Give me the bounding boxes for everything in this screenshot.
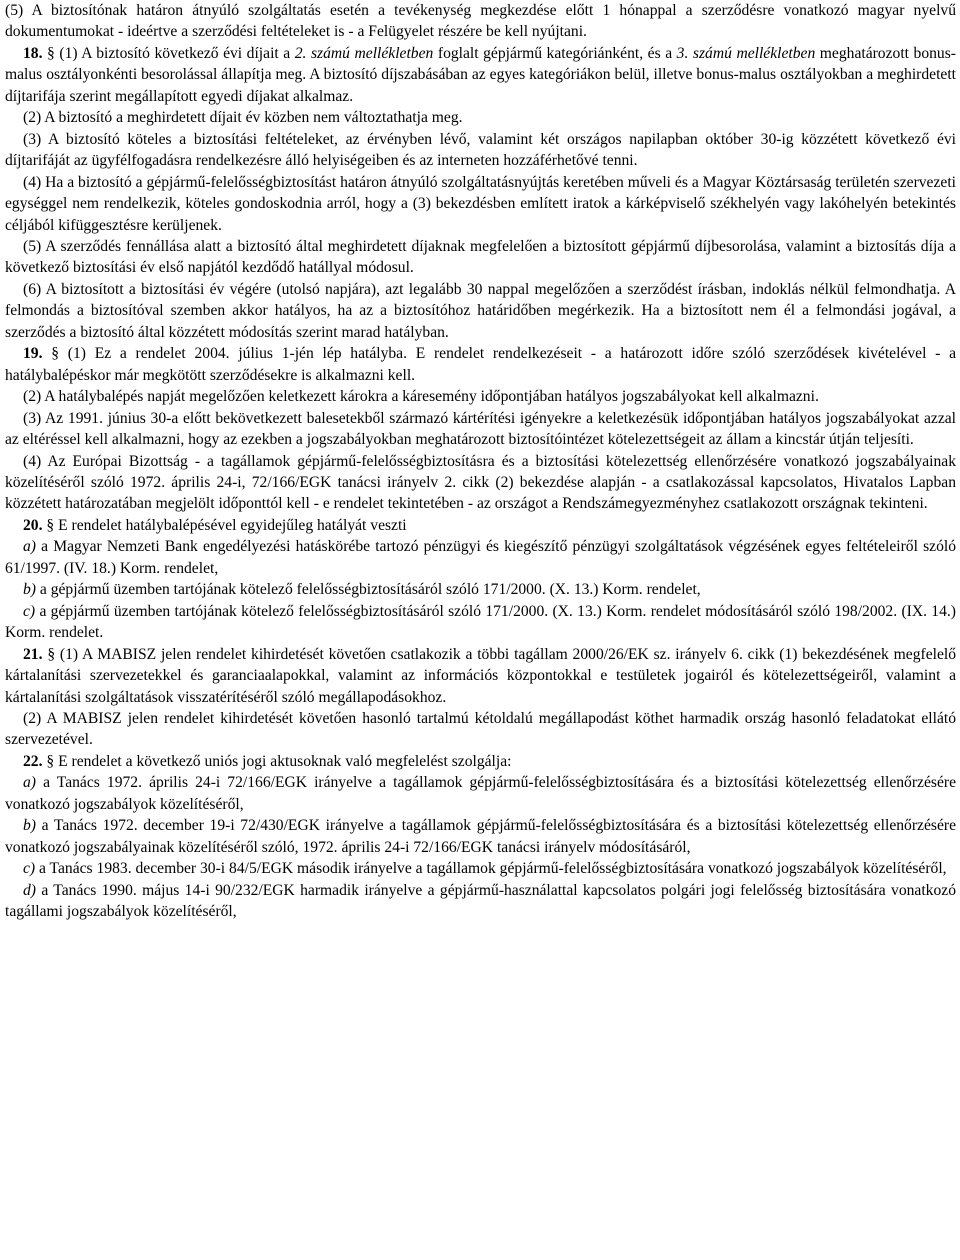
list-marker: d) xyxy=(23,881,36,899)
section-19-paragraph-3: (3) Az 1991. június 30-a előtt bekövetkezett balesetekből származó kártérítési igényekre a keletkezésük időpontjában hatályos jogszabályokat azzal az eltéréssel kell alkalmazni, hogy az ezekben a jogszabályokban meghatározott biztosítóintézet kötelezettségeit az állam a kincstár útján teljesíti. xyxy=(5,409,956,449)
section-sign: § xyxy=(47,645,56,663)
list-item-text: a Tanács 1983. december 30-i 84/5/EGK második irányelve a tagállamok gépjármű-felelősségbiztosítására vonatkozó jogszabályok közelítéséről, xyxy=(35,860,947,878)
section-19-paragraph-4: (4) Az Európai Bizottság - a tagállamok gépjármű-felelősségbiztosításra és a biztosítási kötelezettség ellenőrzésére vonatkozó jogszabályainak közelítéséről szóló 1972. április 24-i, 72/166/EGK tanácsi irányelv 2. cikk (2) bekezdése alapján - a csatlakozással kapcsolatos, Hivatalos Lapban közzétett határozatában megjelölt időponttól kell - e rendelet tekintetében - az országot a Rendszámegyezményhez csatlakozott országnak tekinteni. xyxy=(5,452,956,513)
list-item xyxy=(5,601,956,644)
section-19-number: 19. xyxy=(23,345,43,363)
annex-reference: 2. számú mellékletben xyxy=(294,44,434,62)
section-18-paragraph-1 xyxy=(5,43,956,107)
list-item-text: a gépjármű üzemben tartójának kötelező felelősségbiztosításáról szóló 171/2000. (X. 13.) Korm. rendelet módosításáról szóló 198/2002. (IX. 14.) Korm. rendelet. xyxy=(5,602,956,642)
text-run: (1) A MABISZ jelen rendelet kihirdetését követően csatlakozik a többi tagállam 2000/26/EK sz. irányelv 6. cikk (1) bekezdésének megfelelő kártalanítási szervezetekkel és garanciaalapokkal, valamint az információs központokkal e testületek jogairól és kötelezettségeiről, valamint a kártalanítási szolgáltatások visszatérítéséről szóló megállapodásokhoz. xyxy=(5,645,956,706)
section-18-paragraph-4: (4) Ha a biztosító a gépjármű-felelősségbiztosítást határon átnyúló szolgáltatásnyújtás keretében műveli és a Magyar Köztársaság területén szervezeti egységgel nem rendelkezik, köteles gondoskodnia arról, hogy a (3) bekezdésben említett iratok a kárképviselő székhelyén vagy lakóhelyén betekintés céljából kifüggesztésre kerüljenek. xyxy=(5,173,956,234)
text-run: meghatározott bonus-malus osztályonkénti besorolással állapítja meg. A biztosító díjszabásában az egyes kategóriákon belül, illetve bonus-malus osztályokban a meghirdetett díjtarifája szerint megállapított egyedi díjakat alkalmaz. xyxy=(5,44,956,105)
list-marker: b) xyxy=(23,817,36,835)
section-20-intro xyxy=(5,515,956,536)
section-18-paragraph-5: (5) A szerződés fennállása alatt a biztosító által meghirdetett díjaknak megfelelően a biztosított gépjármű díjbesorolása, valamint a biztosítás díja a következő biztosítási év első napjától kezdődő hatállyal módosul. xyxy=(5,237,956,277)
list-item xyxy=(5,858,956,879)
text-run: (1) Ez a rendelet 2004. július 1-jén lép hatályba. E rendelet rendelkezéseit - a határozott időre szóló szerződések kivételével - a hatálybalépéskor már megkötött szerződésekre is alkalmazni kell. xyxy=(5,345,956,384)
section-sign: § xyxy=(46,752,55,770)
text-run: foglalt gépjármű kategóriánként, és a xyxy=(433,44,677,62)
section-sign: § xyxy=(47,44,55,62)
list-marker: a) xyxy=(23,774,36,792)
section-18-paragraph-6: (6) A biztosított a biztosítási év végére (utolsó napjára), azt legalább 30 nappal megelőzően a szerződést írásban, indoklás nélkül felmondhatja. A felmondás a biztosítóval szemben akkor hatályos, ha az a biztosítóhoz határidőben megérkezik. Ha a biztosított nem él a felmondási jogával, a szerződés a biztosító által közzétett módosítás szerint marad hatályban. xyxy=(5,280,956,341)
list-item xyxy=(5,579,956,600)
section-21-number: 21. xyxy=(23,645,43,663)
text-run: E rendelet hatálybalépésével egyidejűleg hatályát veszti xyxy=(54,516,407,534)
text-run: E rendelet a következő uniós jogi aktusoknak való megfelelést szolgálja: xyxy=(54,752,512,770)
section-18-paragraph-3: (3) A biztosító köteles a biztosítási feltételeket, az érvényben lévő, valamint két országos napilapban október 30-ig közzétett következő évi díjtarifáját az ügyfélfogadásra rendelkezésre álló helyiségeiben és az interneten hozzáférhetővé tenni. xyxy=(5,130,956,170)
section-18-number: 18. xyxy=(23,44,43,62)
section-sign: § xyxy=(46,516,55,534)
section-sign: § xyxy=(51,345,60,363)
section-19-paragraph-1 xyxy=(5,343,956,386)
section-20-number: 20. xyxy=(23,516,43,534)
list-marker: c) xyxy=(23,860,36,878)
text-run: (1) A biztosító következő évi díjait a xyxy=(59,44,295,62)
list-item xyxy=(5,815,956,858)
section-18-paragraph-2: (2) A biztosító a meghirdetett díjait év közben nem változtathatja meg. xyxy=(23,109,463,127)
list-item xyxy=(5,880,956,923)
list-marker: c) xyxy=(23,602,36,620)
list-item-text: a Magyar Nemzeti Bank engedélyezési hatáskörébe tartozó pénzügyi és kiegészítő pénzügyi szolgáltatások végzésének egyes feltételeiről szóló 61/1997. (IV. 18.) Korm. rendelet, xyxy=(5,538,956,577)
section-19-paragraph-2: (2) A hatálybalépés napját megelőzően keletkezett károkra a káresemény időpontjában hatályos jogszabályokat kell alkalmazni. xyxy=(23,388,819,406)
list-marker: a) xyxy=(23,538,36,556)
list-item-text: a Tanács 1972. december 19-i 72/430/EGK irányelve a tagállamok gépjármű-felelősségbiztosítására és a biztosítási kötelezettség ellenőrzésére vonatkozó jogszabályainak közelítéséről szóló, 1972. április 24-i 72/166/EGK tanácsi irányelv módosításáról, xyxy=(5,817,956,856)
section-22-intro xyxy=(5,751,956,772)
list-item-text: a gépjármű üzemben tartójának kötelező felelősségbiztosításáról szóló 171/2000. (X. 13.) Korm. rendelet, xyxy=(36,581,701,599)
section-21-paragraph-2: (2) A MABISZ jelen rendelet kihirdetését követően hasonló tartalmú kétoldalú megállapodást köthet harmadik ország hasonló feladatokat ellátó szervezetével. xyxy=(5,709,956,749)
list-item-text: a Tanács 1990. május 14-i 90/232/EGK harmadik irányelve a gépjármű-használattal kapcsolatos polgári jogi felelősség biztosítására vonatkozó tagállami jogszabályok közelítéséről, xyxy=(5,881,956,921)
list-item-text: a Tanács 1972. április 24-i 72/166/EGK irányelve a tagállamok gépjármű-felelősségbiztosítására és a biztosítási kötelezettség ellenőrzésére vonatkozó jogszabályok közelítéséről, xyxy=(5,774,956,813)
list-item xyxy=(5,536,956,579)
annex-reference: 3. számú mellékletben xyxy=(676,44,816,62)
list-marker: b) xyxy=(23,581,36,599)
paragraph-continuation: (5) A biztosítónak határon átnyúló szolgáltatás esetén a tevékenység megkezdése előtt 1 hónappal a szerződésre vonatkozó magyar nyelvű dokumentumokat - ideértve a szerződési feltételeket is - a Felügyelet részére be kell nyújtani. xyxy=(5,2,956,41)
section-21-paragraph-1 xyxy=(5,644,956,708)
section-22-number: 22. xyxy=(23,752,43,770)
list-item xyxy=(5,772,956,815)
